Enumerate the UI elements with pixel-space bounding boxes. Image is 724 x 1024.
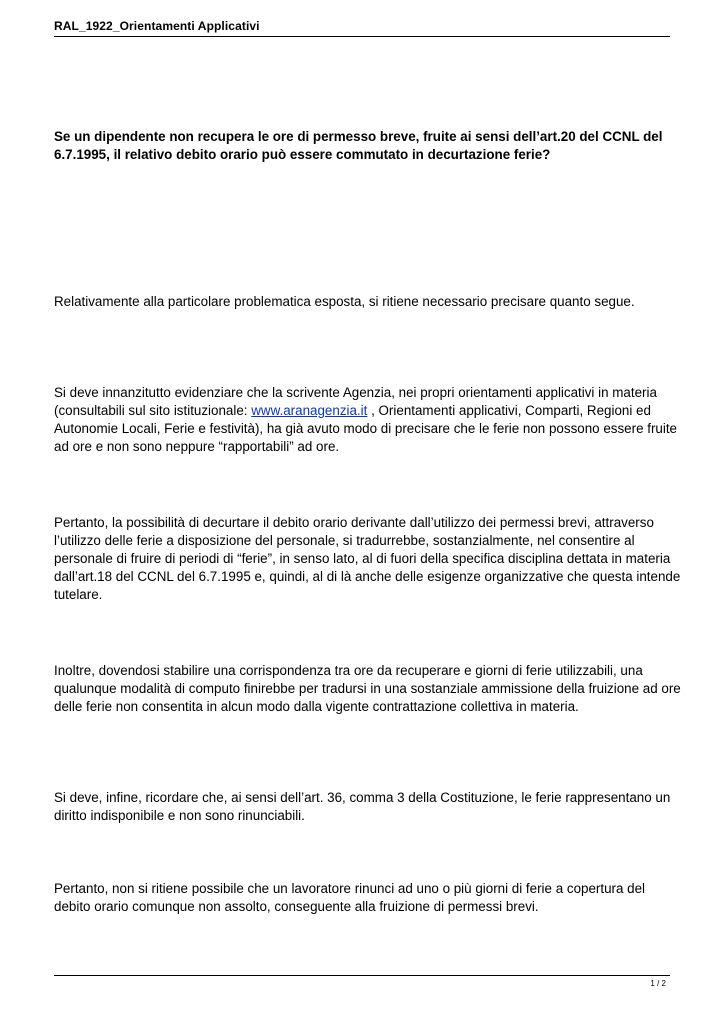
paragraph-reasoning: Pertanto, la possibilità di decurtare il debito orario derivante dall’utilizzo dei permessi brevi, attraverso l’utilizzo delle ferie a disposizione del personale, si tradurrebbe, sostanzialmente, nel consentire al personale di fruire di periodi di “ferie”, in senso lato, al di fuori della specifica disciplina dettata in materia dall’art.18 del CCNL del 6.7.1995 e, quindi, al di là anche delle esigenze organizzative che questa intende tutelare. [54,515,681,602]
header-divider [54,36,670,37]
paragraph-conclusion: Pertanto, non si ritiene possibile che un lavoratore rinunci ad uno o più giorni di ferie a copertura del debito orario comunque non assolto, conseguente alla fruizione di permessi brevi. [54,881,646,914]
paragraph-correspondence: Inoltre, dovendosi stabilire una corrispondenza tra ore da recuperare e giorni di ferie utilizzabili, una qualunque modalità di computo finirebbe per tradursi in una sostanziale ammissione della fruizione ad ore delle ferie non consentita in alcun modo dalla vigente contrattazione collettiva in materia. [54,663,681,714]
page-number: 1 / 2 [650,979,666,988]
aranagenzia-link[interactable]: www.aranagenzia.it [251,403,368,418]
paragraph-constitution: Si deve, infine, ricordare che, ai sensi dell’art. 36, comma 3 della Costituzione, le ferie rappresentano un diritto indisponibile e non sono rinunciabili. [54,790,671,823]
paragraph-agency-guidance [54,384,684,456]
footer-divider [54,975,670,976]
paragraph-introduction: Relativamente alla particolare problematica esposta, si ritiene necessario precisare quanto segue. [54,294,635,309]
document-header-title: RAL_1922_Orientamenti Applicativi [54,19,260,33]
paragraph-text-before-link: Si deve innanzitutto evidenziare che la scrivente Agenzia, nei propri orientamenti applicativi in materia (consultabili sul sito istituzionale: [54,385,657,418]
paragraph-text-after-link: , Orientamenti applicativi, Comparti, Regioni ed Autonomie Locali, Ferie e festività), ha già avuto modo di precisare che le ferie non possono essere fruite ad ore e non sono neppure “rapportabili” ad ore. [54,403,678,454]
question-heading: Se un dipendente non recupera le ore di permesso breve, fruite ai sensi dell’art.20 del CCNL del 6.7.1995, il relativo debito orario può essere commutato in decurtazione ferie? [54,129,663,162]
